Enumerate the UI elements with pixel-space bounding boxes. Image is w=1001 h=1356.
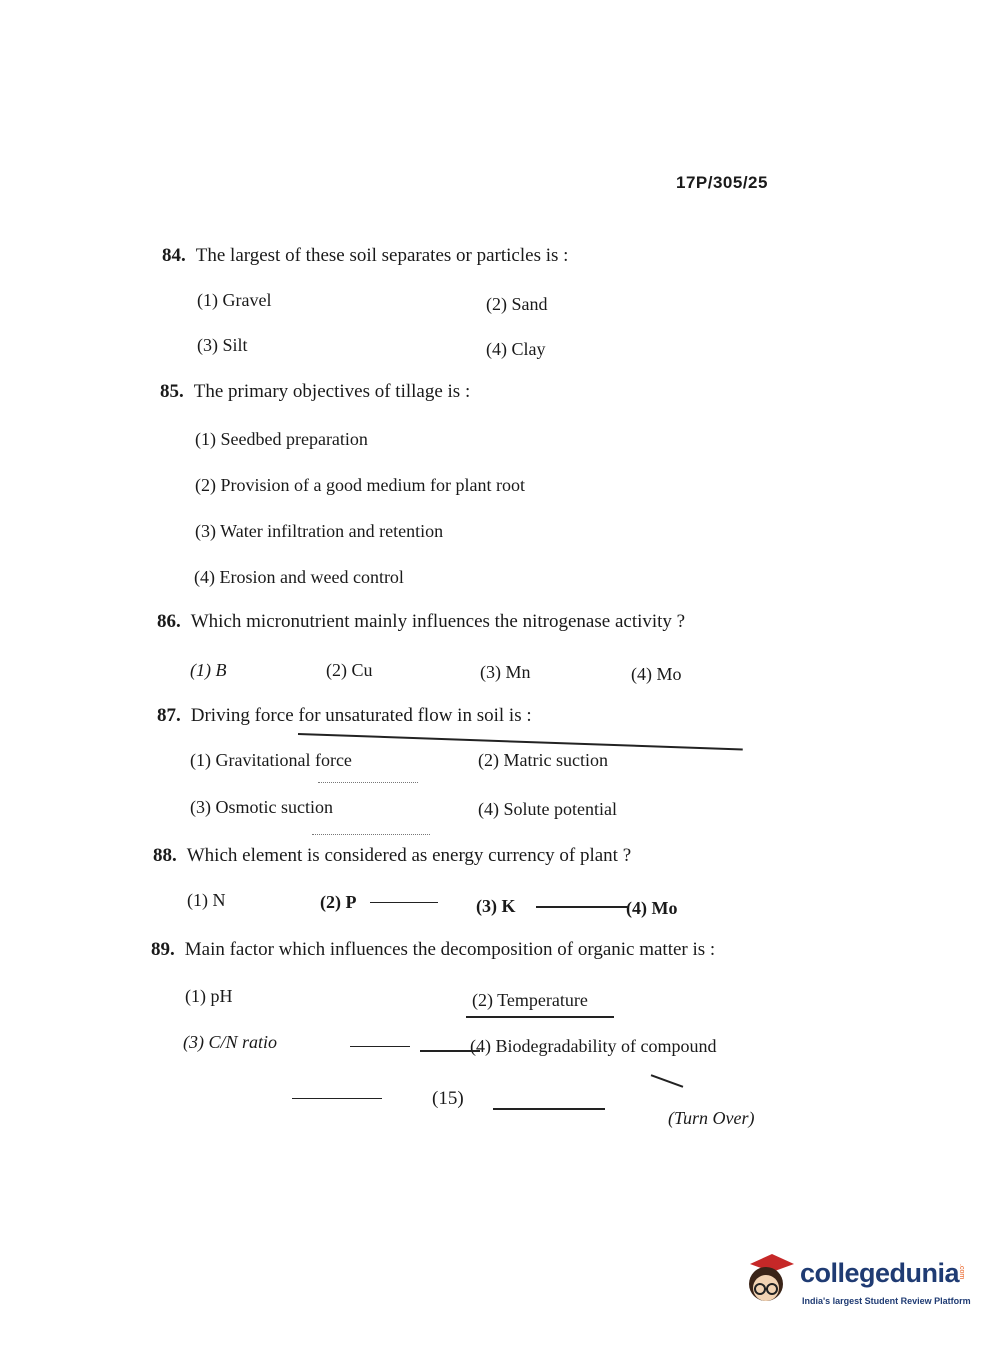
pen-underline: [466, 1016, 614, 1018]
brand-com: .com: [958, 1264, 965, 1280]
option: (3) C/N ratio: [183, 1032, 278, 1052]
stray-marks: [312, 834, 430, 835]
option: (1) pH: [185, 986, 233, 1006]
question-number: 86.: [157, 611, 181, 632]
pen-stroke: [493, 1108, 605, 1110]
option: (1) Gravel: [197, 290, 272, 310]
question-text: Main factor which influences the decomposition of organic matter is :: [184, 939, 716, 960]
pen-stroke: [536, 906, 628, 908]
question-88: [153, 845, 631, 867]
paper-code: 17P/305/25: [676, 173, 768, 192]
question-89: [151, 939, 715, 961]
option: (2) Cu: [326, 660, 373, 680]
question-text: Which micronutrient mainly influences the nitrogenase activity ?: [190, 611, 686, 632]
option: (4) Biodegradability of compound: [470, 1036, 717, 1056]
option: (1) N: [187, 890, 226, 910]
option: (4) Erosion and weed control: [194, 567, 404, 587]
question-87: [157, 705, 532, 727]
question-number: 89.: [151, 939, 175, 960]
option: (1) Seedbed preparation: [195, 429, 368, 449]
pen-stroke: [292, 1098, 382, 1099]
option: (2) Matric suction: [478, 750, 608, 770]
pen-stroke: [420, 1050, 480, 1052]
question-number: 87.: [157, 705, 181, 726]
turn-over-label: (Turn Over): [668, 1108, 755, 1128]
question-text: Which element is considered as energy currency of plant ?: [186, 845, 632, 866]
page-number: (15): [432, 1088, 464, 1109]
option: (1) Gravitational force: [190, 750, 352, 770]
pen-stroke: [370, 902, 438, 903]
question-85: [160, 381, 470, 403]
question-86: [157, 611, 685, 633]
brand-name: collegedunia: [800, 1258, 960, 1288]
option: (4) Solute potential: [478, 799, 617, 819]
collegedunia-logo: [742, 1250, 972, 1312]
option: (3) Silt: [197, 335, 248, 355]
option: (2) Temperature: [472, 990, 588, 1010]
pen-underline: [298, 733, 743, 751]
question-text: Driving force for unsaturated flow in soil is :: [190, 705, 532, 726]
option: (4) Mo: [626, 898, 678, 918]
option: (3) Mn: [480, 662, 531, 682]
option: (3) Osmotic suction: [190, 797, 333, 817]
brand-tagline: India's largest Student Review Platform: [802, 1296, 971, 1306]
option: (3) K: [476, 896, 516, 916]
pen-stroke: [651, 1074, 684, 1088]
question-number: 88.: [153, 845, 177, 866]
option: (2) P: [320, 892, 357, 912]
question-text: The largest of these soil separates or particles is :: [195, 245, 569, 266]
question-text: The primary objectives of tillage is :: [193, 381, 471, 402]
option: (3) Water infiltration and retention: [195, 521, 444, 541]
option: (2) Sand: [486, 294, 548, 314]
option: (4) Clay: [486, 339, 546, 359]
option: (2) Provision of a good medium for plant root: [195, 475, 525, 495]
option: (1) B: [190, 660, 227, 680]
question-84: [162, 245, 568, 267]
option: (4) Mo: [631, 664, 682, 684]
question-number: 85.: [160, 381, 184, 402]
pen-stroke: [350, 1046, 410, 1047]
mascot-icon: [742, 1250, 798, 1312]
stray-marks: [318, 782, 418, 783]
question-number: 84.: [162, 245, 186, 266]
